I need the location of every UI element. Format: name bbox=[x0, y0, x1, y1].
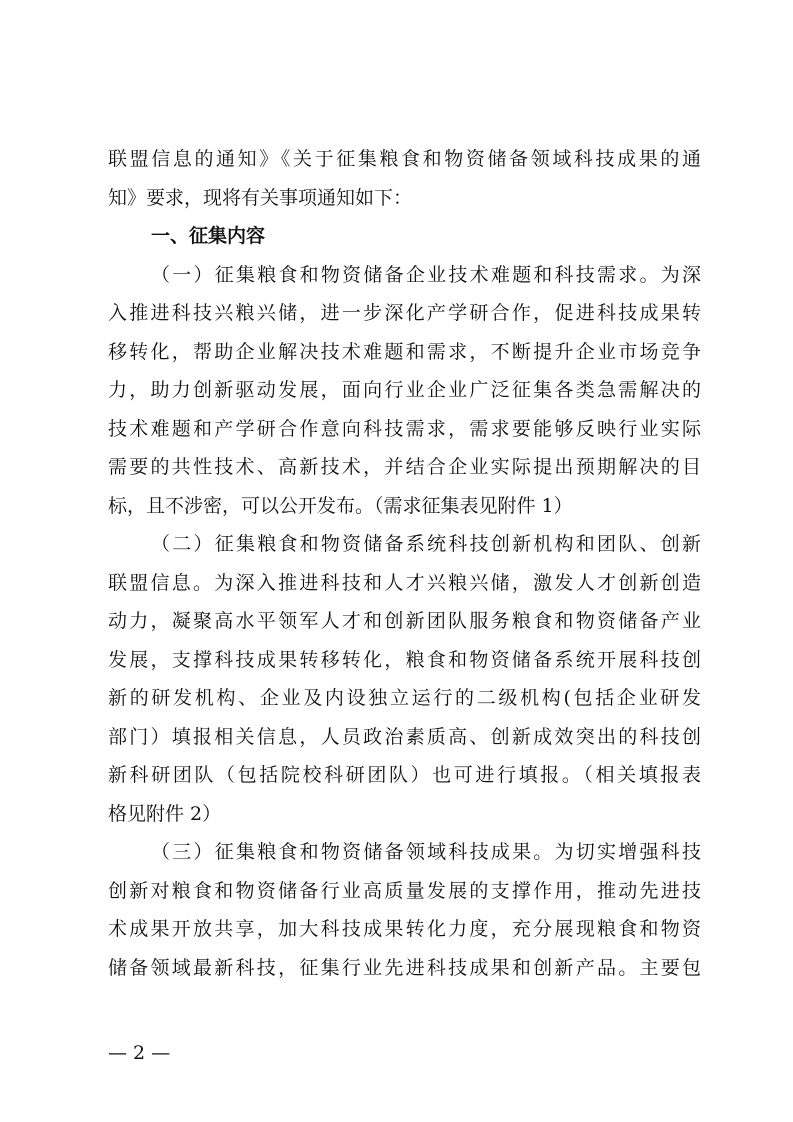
text-line: 移转化，帮助企业解决技术难题和需求，不断提升企业市场竞争 bbox=[108, 340, 701, 363]
text-line: 联盟信息的通知》《关于征集粮食和物资储备领域科技成果的通 bbox=[108, 148, 701, 170]
text-line: 新科研团队（包括院校科研团队）也可进行填报。（相关填报表 bbox=[108, 764, 701, 786]
section-heading: 一、征集内容 bbox=[151, 225, 266, 247]
text-line: 标，且不涉密，可以公开发布。（需求征集表见附件 1） bbox=[108, 494, 573, 517]
page-number: — 2 — bbox=[108, 1042, 171, 1064]
text-line: 格见附件 2） bbox=[108, 802, 222, 825]
document-body bbox=[108, 140, 701, 987]
text-line: 新的研发机构、企业及内设独立运行的二级机构(包括企业研发 bbox=[108, 687, 701, 709]
text-line: 力，助力创新驱动发展，面向行业企业广泛征集各类急需解决的 bbox=[108, 379, 701, 401]
text-line: 动力，凝聚高水平领军人才和创新团队服务粮食和物资储备产业 bbox=[108, 610, 701, 632]
paragraph-start-line: （三）征集粮食和物资储备领域科技成果。为切实增强科技 bbox=[151, 841, 701, 863]
text-line: 术成果开放共享，加大科技成果转化力度，充分展现粮食和物资 bbox=[108, 918, 701, 940]
text-line: 创新对粮食和物资储备行业高质量发展的支撑作用，推动先进技 bbox=[108, 879, 701, 902]
text-line: 知》要求，现将有关事项通知如下： bbox=[108, 186, 413, 209]
paragraph-start-line: （一）征集粮食和物资储备企业技术难题和科技需求。为深 bbox=[151, 263, 701, 286]
text-line: 入推进科技兴粮兴储，进一步深化产学研合作，促进科技成果转 bbox=[108, 302, 701, 324]
paragraph-start-line: （二）征集粮食和物资储备系统科技创新机构和团队、创新 bbox=[151, 533, 701, 555]
text-line: 联盟信息。为深入推进科技和人才兴粮兴储，激发人才创新创造 bbox=[108, 571, 701, 594]
text-line: 技术难题和产学研合作意向科技需求，需求要能够反映行业实际 bbox=[108, 417, 701, 440]
text-line: 部门）填报相关信息，人员政治素质高、创新成效突出的科技创 bbox=[108, 725, 701, 748]
text-line: 发展，支撑科技成果转移转化，粮食和物资储备系统开展科技创 bbox=[108, 648, 701, 671]
text-line: 储备领域最新科技，征集行业先进科技成果和创新产品。主要包 bbox=[108, 956, 701, 979]
text-line: 需要的共性技术、高新技术，并结合企业实际提出预期解决的目 bbox=[108, 456, 701, 478]
